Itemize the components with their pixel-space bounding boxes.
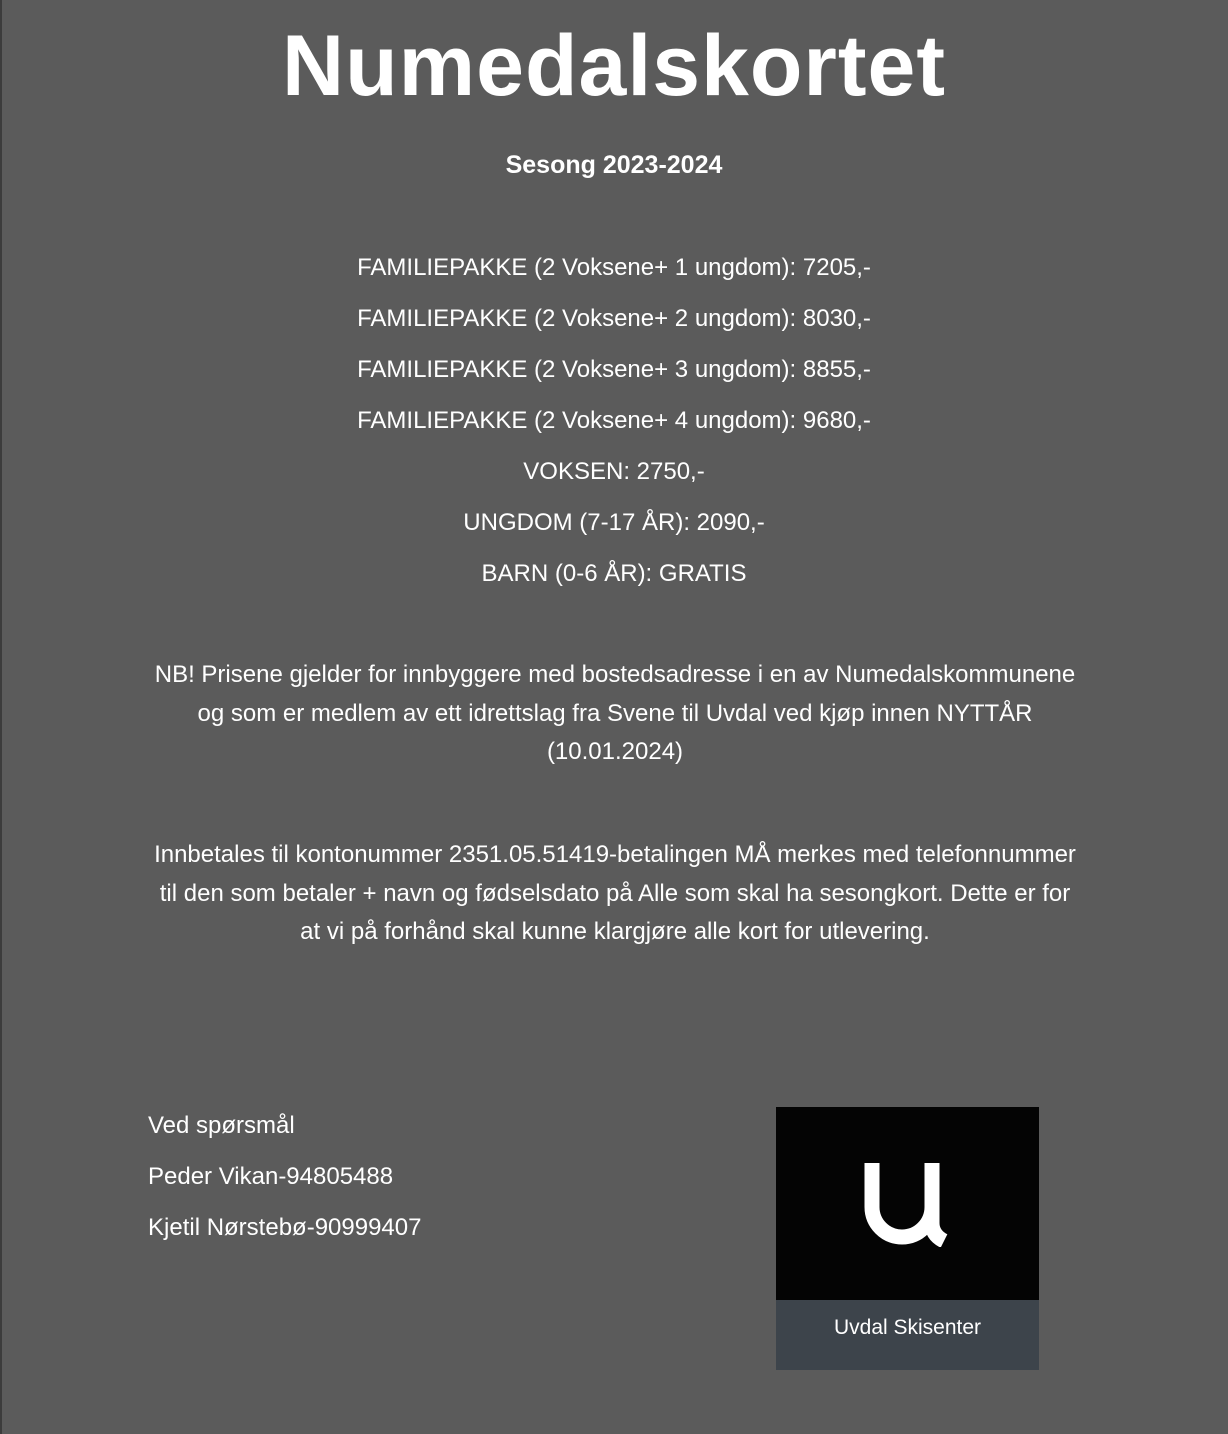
contact-list	[148, 1106, 648, 1259]
payment-note: Innbetales til kontonummer 2351.05.51419-betalingen MÅ merkes med telefonnummer til den som betaler + navn og fødselsdato på Alle som skal ha sesongkort. Dette er for at vi på forhånd skal kunne klargjøre alle kort for utlevering.	[154, 841, 1076, 945]
page-title: Numedalskortet	[282, 18, 946, 114]
price-item-family-3: FAMILIEPAKKE (2 Voksene+ 3 ungdom): 8855,-	[357, 356, 871, 383]
price-item-family-4: FAMILIEPAKKE (2 Voksene+ 4 ungdom): 9680,-	[357, 407, 871, 434]
price-item-child: BARN (0-6 ÅR): GRATIS	[481, 560, 747, 587]
logo-text: Uvdal Skisenter	[833, 1316, 982, 1339]
contact-person: Peder Vikan-94805488	[148, 1163, 394, 1190]
contact-heading: Ved spørsmål	[148, 1112, 295, 1139]
season-subtitle: Sesong 2023-2024	[505, 151, 723, 179]
page-edge	[0, 0, 2, 1434]
uvdal-logo	[776, 1107, 1039, 1370]
price-item-family-2: FAMILIEPAKKE (2 Voksene+ 2 ungdom): 8030,-	[357, 305, 871, 332]
logo-band	[776, 1300, 1039, 1370]
contact-person: Kjetil Nørstebø-90999407	[148, 1214, 422, 1241]
price-item-adult: VOKSEN: 2750,-	[523, 458, 705, 485]
price-list	[0, 248, 1228, 605]
nb-note: NB! Prisene gjelder for innbyggere med bostedsadresse i en av Numedalskommunene og som er medlem av ett idrettslag fra Svene til Uvdal ved kjøp innen NYTTÅR (10.01.2024)	[154, 661, 1076, 765]
u-letter-logo-icon	[864, 1163, 952, 1247]
price-item-family-1: FAMILIEPAKKE (2 Voksene+ 1 ungdom): 7205,-	[357, 254, 871, 281]
price-item-youth: UNGDOM (7-17 ÅR): 2090,-	[463, 509, 765, 536]
